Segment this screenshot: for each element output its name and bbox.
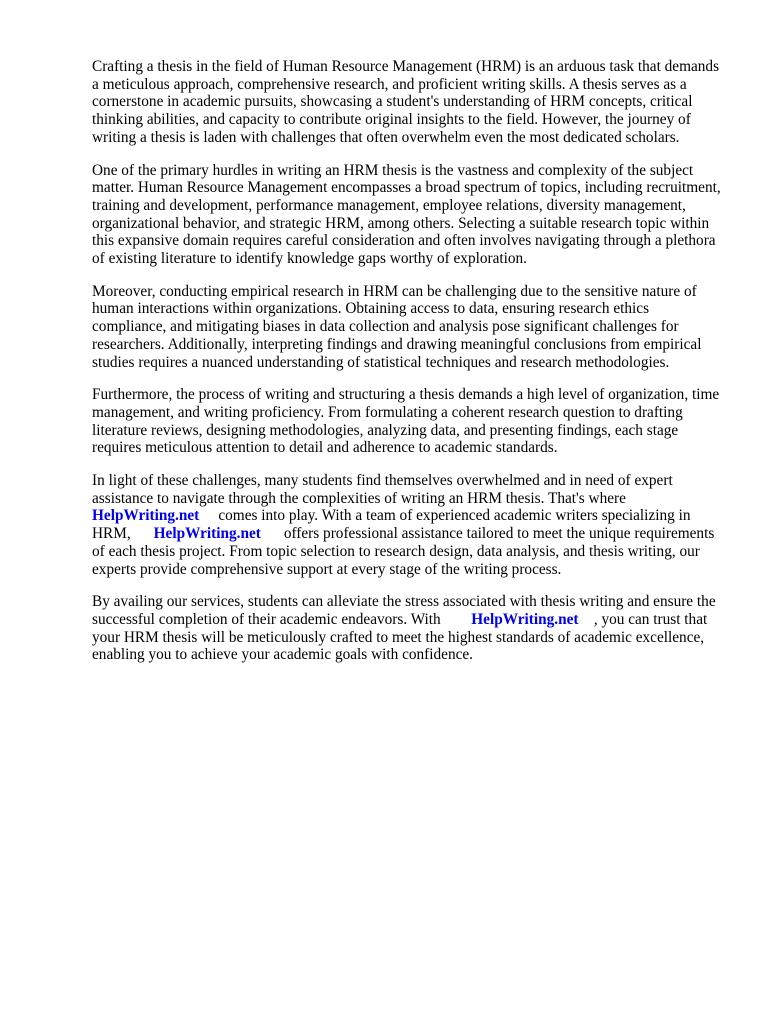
paragraph-text: , you can trust that your HRM thesis will be meticulously crafted to meet the highest standards of academic excellence, enabling you to achieve your academic goals with confidence. bbox=[92, 610, 708, 664]
paragraph-intro: Crafting a thesis in the field of Human Resource Management (HRM) is an arduous task that demands a meticulous approach, comprehensive research, and proficient writing skills. A thesis serves as a cornerstone in academic pursuits, showcasing a student's understanding of HRM concepts, critical thinking abilities, and capacity to contribute original insights to the field. However, the journey of writing a thesis is laden with challenges that often overwhelm even the most dedicated scholars. bbox=[92, 58, 720, 146]
paragraph-text: comes into play. With a team of experienced academic writers specializing in HRM, bbox=[92, 507, 691, 543]
document-body bbox=[92, 58, 722, 679]
paragraph-text: In light of these challenges, many students find themselves overwhelmed and in need of expert assistance to navigate through the complexities of writing an HRM thesis. That's where bbox=[92, 472, 673, 507]
paragraph-writing-process: Furthermore, the process of writing and structuring a thesis demands a high level of organization, time management, and writing proficiency. From formulating a coherent research question to drafting literature reviews, designing methodologies, analyzing data, and presenting findings, each stage requires meticulous attention to detail and adherence to academic standards. bbox=[92, 386, 720, 457]
paragraph-text: By availing our services, students can alleviate the stress associated with thesis writing and ensure the successful completion of their academic endeavors. With bbox=[92, 593, 716, 628]
paragraph-text: offers professional assistance tailored to meet the unique requirements of each thesis project. From topic selection to research design, data analysis, and thesis writing, our experts provide comprehensive support at every stage of the writing process. bbox=[92, 525, 715, 578]
paragraph-expert-help bbox=[92, 472, 722, 578]
paragraph-hurdles: One of the primary hurdles in writing an HRM thesis is the vastness and complexity of the subject matter. Human Resource Management encompasses a broad spectrum of topics, including recruitment, training and development, performance management, employee relations, diversity management, organizational behavior, and strategic HRM, among others. Selecting a suitable research topic within this expansive domain requires careful consideration and often involves navigating through a plethora of existing literature to identify knowledge gaps worthy of exploration. bbox=[92, 161, 721, 268]
helpwriting-link[interactable]: HelpWriting.net bbox=[92, 507, 200, 525]
paragraph-empirical-research: Moreover, conducting empirical research in HRM can be challenging due to the sensitive nature of human interactions within organizations. Obtaining access to data, ensuring research ethics compliance, and mitigating biases in data collection and analysis pose significant challenges for researchers. Additionally, interpreting findings and drawing meaningful conclusions from empirical studies requires a nuanced understanding of statistical techniques and research methodologies. bbox=[92, 282, 702, 371]
helpwriting-link[interactable]: HelpWriting.net bbox=[471, 610, 579, 628]
helpwriting-link[interactable]: HelpWriting.net bbox=[153, 525, 261, 543]
paragraph-conclusion bbox=[92, 593, 722, 664]
